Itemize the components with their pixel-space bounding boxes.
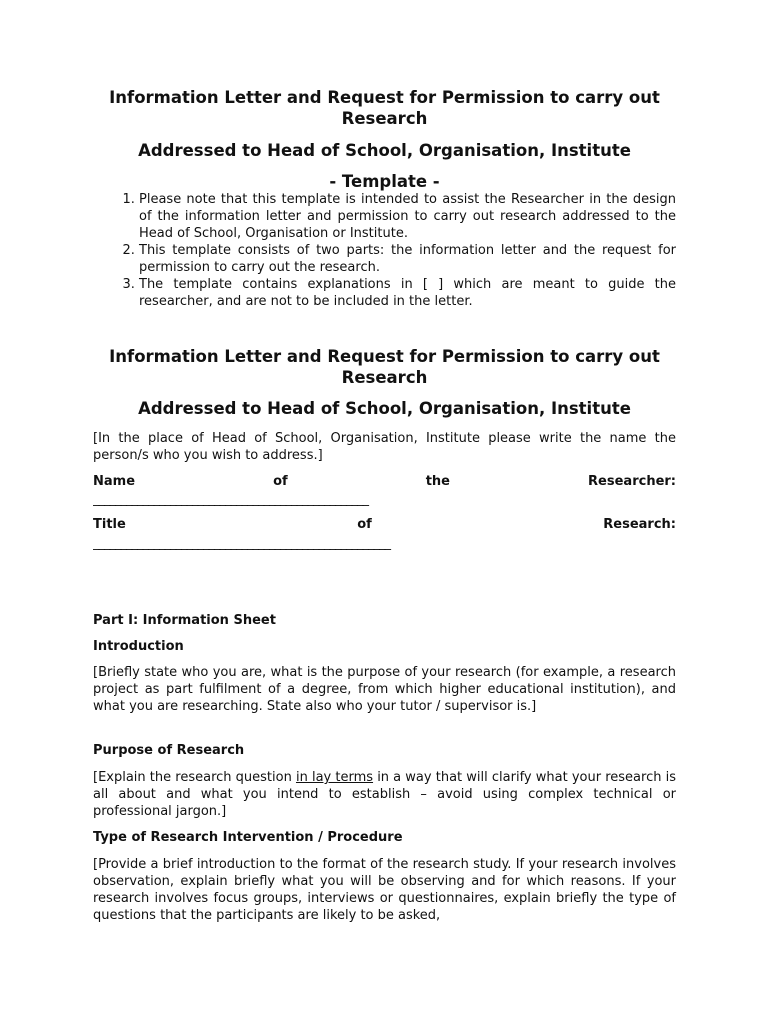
- template-subtitle: Addressed to Head of School, Organisation, Institute: [138, 141, 631, 160]
- template-notes: [93, 191, 676, 310]
- researcher-name-label: [93, 473, 676, 490]
- purpose-heading: Purpose of Research: [93, 743, 245, 758]
- template-label: - Template -: [329, 172, 440, 191]
- letter-title: Information Letter and Request for Permission to carry out Research: [109, 347, 660, 387]
- template-title: Information Letter and Request for Permission to carry out Research: [109, 88, 660, 128]
- letter-subtitle: Addressed to Head of School, Organisation, Institute: [138, 399, 631, 418]
- label-word: of: [273, 474, 288, 489]
- note-item: 1. Please note that this template is intended to assist the Researcher in the design of the information letter and permission to carry out research addressed to the Head of School, Organisation or Institute.: [139, 191, 676, 242]
- purpose-text-part: in a way that will clarify what your research is all about and what you intend to establish – avoid using complex technical or professional jargon.]: [93, 770, 676, 819]
- research-title-label: [93, 516, 676, 533]
- label-word: of: [357, 517, 372, 532]
- procedure-heading: Type of Research Intervention / Procedure: [93, 830, 403, 845]
- note-item: 2. This template consists of two parts: the information letter and the request for permission to carry out the research.: [139, 242, 676, 276]
- address-note: [In the place of Head of School, Organisation, Institute please write the name the person/s who you wish to address.]: [93, 431, 676, 463]
- label-word: Name: [93, 474, 136, 489]
- purpose-text-part: [Explain the research question: [93, 770, 296, 785]
- purpose-text-underlined: in lay terms: [295, 770, 374, 785]
- research-title-line: ______________________________________________________: [93, 536, 390, 551]
- label-word: the: [425, 474, 450, 489]
- introduction-heading: Introduction: [93, 639, 184, 654]
- purpose-text: [93, 769, 676, 820]
- label-word: Title: [93, 517, 126, 532]
- introduction-text: [Briefly state who you are, what is the purpose of your research (for example, a research project as part fulfilment of a degree, from which higher educational institution), and what you are researching. State also who your tutor / supervisor is.]: [93, 665, 676, 714]
- researcher-name-line: __________________________________________________: [93, 492, 368, 507]
- part1-heading: Part I: Information Sheet: [93, 613, 276, 628]
- note-item: 3. The template contains explanations in [ ] which are meant to guide the researcher, and are not to be included in the letter.: [139, 276, 676, 310]
- label-word: Researcher:: [588, 474, 676, 489]
- label-word: Research:: [603, 517, 676, 532]
- procedure-text: [Provide a brief introduction to the format of the research study. If your research involves observation, explain briefly what you will be observing and for which reasons. If your research involves focus groups, interviews or questionnaires, explain briefly the type of questions that the participants are likely to be asked,: [93, 857, 676, 923]
